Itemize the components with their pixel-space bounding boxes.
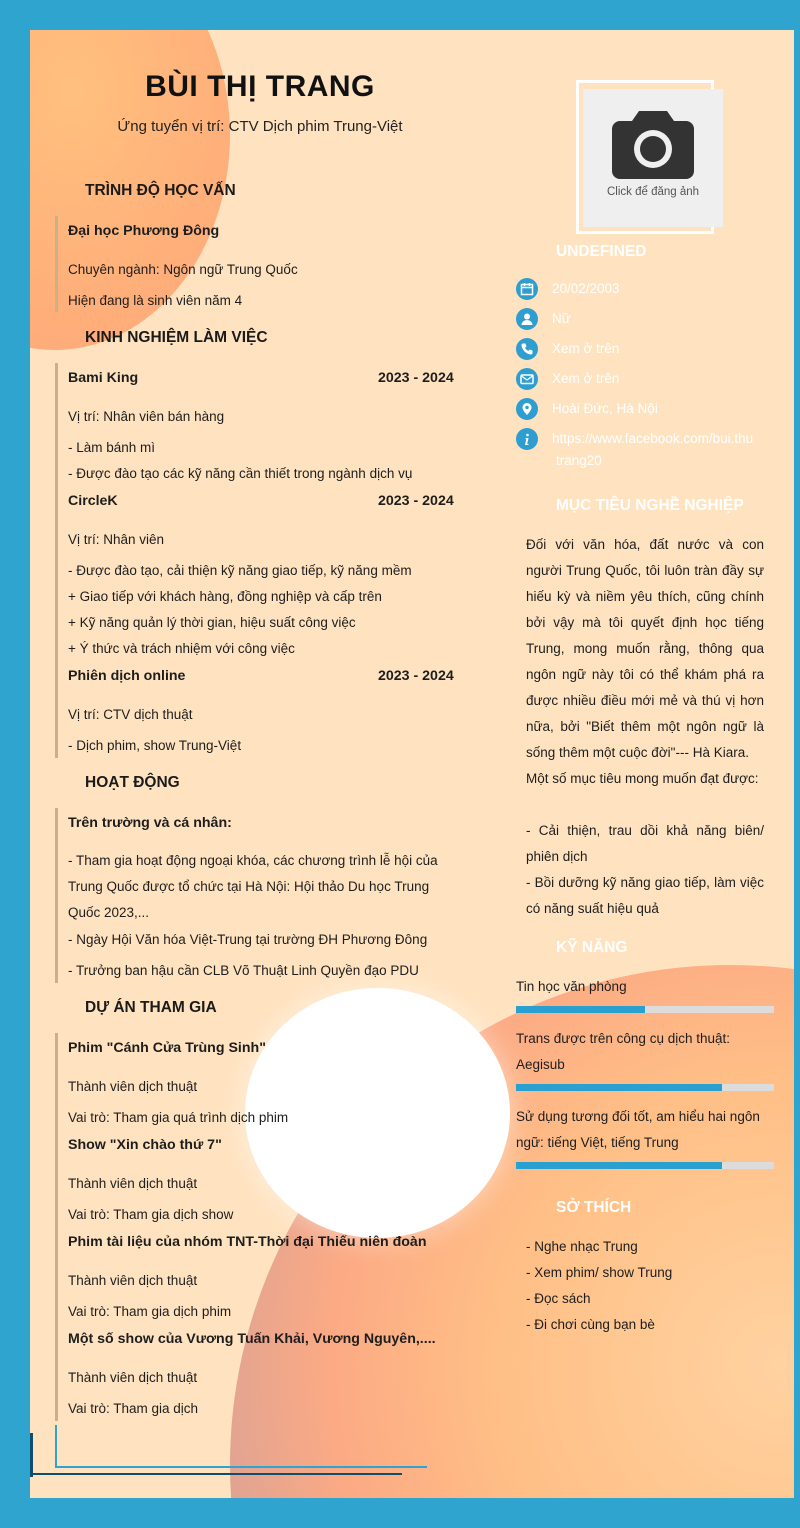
photo-upload-label[interactable]: Click để đăng ảnh [606, 186, 700, 198]
project-member: Thành viên dịch thuật [68, 1079, 198, 1094]
project-member: Thành viên dịch thuật [68, 1370, 198, 1385]
hobby-item: - Xem phim/ show Trung [526, 1265, 673, 1280]
hobby-item: - Đọc sách [526, 1291, 591, 1306]
candidate-name: BÙI THỊ TRANG [145, 70, 375, 103]
info-gender: Nữ [552, 311, 571, 326]
info-dob: 20/02/2003 [552, 281, 620, 296]
project-role: Vai trò: Tham gia quá trình dịch phim [68, 1110, 289, 1125]
user-icon [516, 308, 538, 330]
project-name: Phim tài liệu của nhóm TNT-Thời đại Thiếu niên đoàn [68, 1234, 427, 1250]
activities-title: HOẠT ĐỘNG [85, 774, 180, 791]
info-website-cont[interactable]: trang20 [556, 453, 602, 468]
hobby-item: - Nghe nhạc Trung [526, 1239, 638, 1254]
project-member: Thành viên dịch thuật [68, 1176, 198, 1191]
skill-bar-fill [516, 1084, 722, 1091]
objective-text: - Bồi dưỡng kỹ năng giao tiếp, làm việc có năng suất hiệu quả [526, 875, 764, 916]
section-divider [55, 363, 58, 758]
section-divider [55, 216, 58, 312]
info-icon [516, 428, 538, 450]
info-phone: Xem ở trên [552, 341, 620, 356]
project-member: Thành viên dịch thuật [68, 1273, 198, 1288]
job-role: Vị trí: Nhân viên [68, 532, 165, 547]
objective-text: - Cải thiện, trau dồi khả năng biên/ phiên dịch [526, 823, 764, 864]
job-company: Bami King [68, 370, 139, 386]
activity-item: - Trưởng ban hậu cần CLB Võ Thuật Linh Quyền đạo PDU [68, 963, 419, 978]
project-name: Một số show của Vương Tuấn Khải, Vương Nguyên,.... [68, 1331, 436, 1347]
location-icon [516, 398, 538, 420]
experience-title: KINH NGHIỆM LÀM VIỆC [85, 329, 268, 346]
corner-line-accent [55, 1466, 427, 1468]
section-divider [55, 808, 58, 983]
education-title: TRÌNH ĐỘ HỌC VẤN [85, 182, 236, 199]
job-company: Phiên dịch online [68, 668, 186, 684]
info-title: UNDEFINED [556, 243, 647, 260]
info-address: Hoài Đức, Hà Nội [552, 401, 658, 416]
skill-name: Sử dụng tương đối tốt, am hiểu hai ngôn ngữ: tiếng Việt, tiếng Trung [516, 1109, 760, 1150]
job-role: Vị trí: Nhân viên bán hàng [68, 409, 225, 424]
education-major: Chuyên ngành: Ngôn ngữ Trung Quốc [68, 262, 298, 277]
job-years: 2023 - 2024 [378, 668, 454, 684]
objective-text: Một số mục tiêu mong muốn đạt được: [526, 771, 759, 786]
school-name: Đại học Phương Đông [68, 223, 220, 239]
job-years: 2023 - 2024 [378, 370, 454, 386]
corner-line [30, 1473, 402, 1475]
job-detail: - Dịch phim, show Trung-Việt [68, 738, 242, 753]
mail-icon [516, 368, 538, 390]
skill-bar [516, 1162, 774, 1169]
hobby-item: - Đi chơi cùng bạn bè [526, 1317, 655, 1332]
info-website[interactable]: https://www.facebook.com/bui.thu [552, 431, 754, 446]
skill-bar-fill [516, 1162, 722, 1169]
job-role: Vị trí: CTV dịch thuật [68, 707, 193, 722]
camera-icon [611, 107, 695, 181]
project-role: Vai trò: Tham gia dịch [68, 1401, 199, 1416]
skills-title: KỸ NĂNG [556, 939, 628, 956]
calendar-icon [516, 278, 538, 300]
activities-heading: Trên trường và cá nhân: [68, 815, 232, 831]
skill-bar [516, 1084, 774, 1091]
corner-line [30, 1433, 33, 1477]
project-role: Vai trò: Tham gia dịch phim [68, 1304, 232, 1319]
phone-icon [516, 338, 538, 360]
activity-item: - Tham gia hoạt động ngoại khóa, các chương trình lễ hội của Trung Quốc được tổ chức tại Hà Nội: Hội thảo Du học Trung Quốc 2023,... [68, 853, 438, 920]
job-detail: + Ý thức và trách nhiệm với công việc [68, 641, 295, 656]
cv-page [30, 30, 794, 1498]
skill-bar-fill [516, 1006, 645, 1013]
info-email: Xem ở trên [552, 371, 620, 386]
project-role: Vai trò: Tham gia dịch show [68, 1207, 234, 1222]
project-name: Show "Xin chào thứ 7" [68, 1137, 222, 1153]
job-detail: + Giao tiếp với khách hàng, đồng nghiệp và cấp trên [68, 589, 382, 604]
objective-text: Đối với văn hóa, đất nước và con người Trung Quốc, tôi luôn tràn đầy sự hiếu kỳ và niềm yêu thích, cũng chính bởi vậy mà tôi quyết định học tiếng Trung, mong muốn rằng, thông qua ngôn ngữ này tôi có thể khám phá ra được nhiều điều mới mẻ và thú vị hơn nữa, bởi "Biết thêm một ngôn ngữ là sống thêm một cuộc đời"--- Hà Kiara. [526, 537, 764, 760]
projects-title: DỰ ÁN THAM GIA [85, 999, 217, 1016]
skill-name: Trans được trên công cụ dịch thuật: Aegisub [516, 1031, 730, 1072]
hobbies-title: SỞ THÍCH [556, 1199, 632, 1216]
job-detail: - Làm bánh mì [68, 440, 156, 455]
section-divider [55, 1033, 58, 1421]
corner-line-accent [55, 1425, 57, 1467]
applied-position: Ứng tuyển vị trí: CTV Dịch phim Trung-Việt [117, 118, 403, 135]
job-company: CircleK [68, 493, 118, 509]
project-name: Phim "Cánh Cửa Trùng Sinh" [68, 1040, 266, 1056]
education-status: Hiện đang là sinh viên năm 4 [68, 293, 243, 308]
job-years: 2023 - 2024 [378, 493, 454, 509]
job-detail: - Được đào tạo các kỹ năng cần thiết trong ngành dịch vụ [68, 466, 413, 481]
job-detail: + Kỹ năng quản lý thời gian, hiệu suất công việc [68, 615, 356, 630]
photo-upload[interactable] [583, 89, 723, 227]
job-detail: - Được đào tạo, cải thiện kỹ năng giao tiếp, kỹ năng mềm [68, 563, 412, 578]
skill-bar [516, 1006, 774, 1013]
objective-title: MỤC TIÊU NGHỀ NGHIỆP [556, 497, 744, 514]
activity-item: - Ngày Hội Văn hóa Việt-Trung tại trường ĐH Phương Đông [68, 932, 428, 947]
skill-name: Tin học văn phòng [516, 979, 627, 994]
